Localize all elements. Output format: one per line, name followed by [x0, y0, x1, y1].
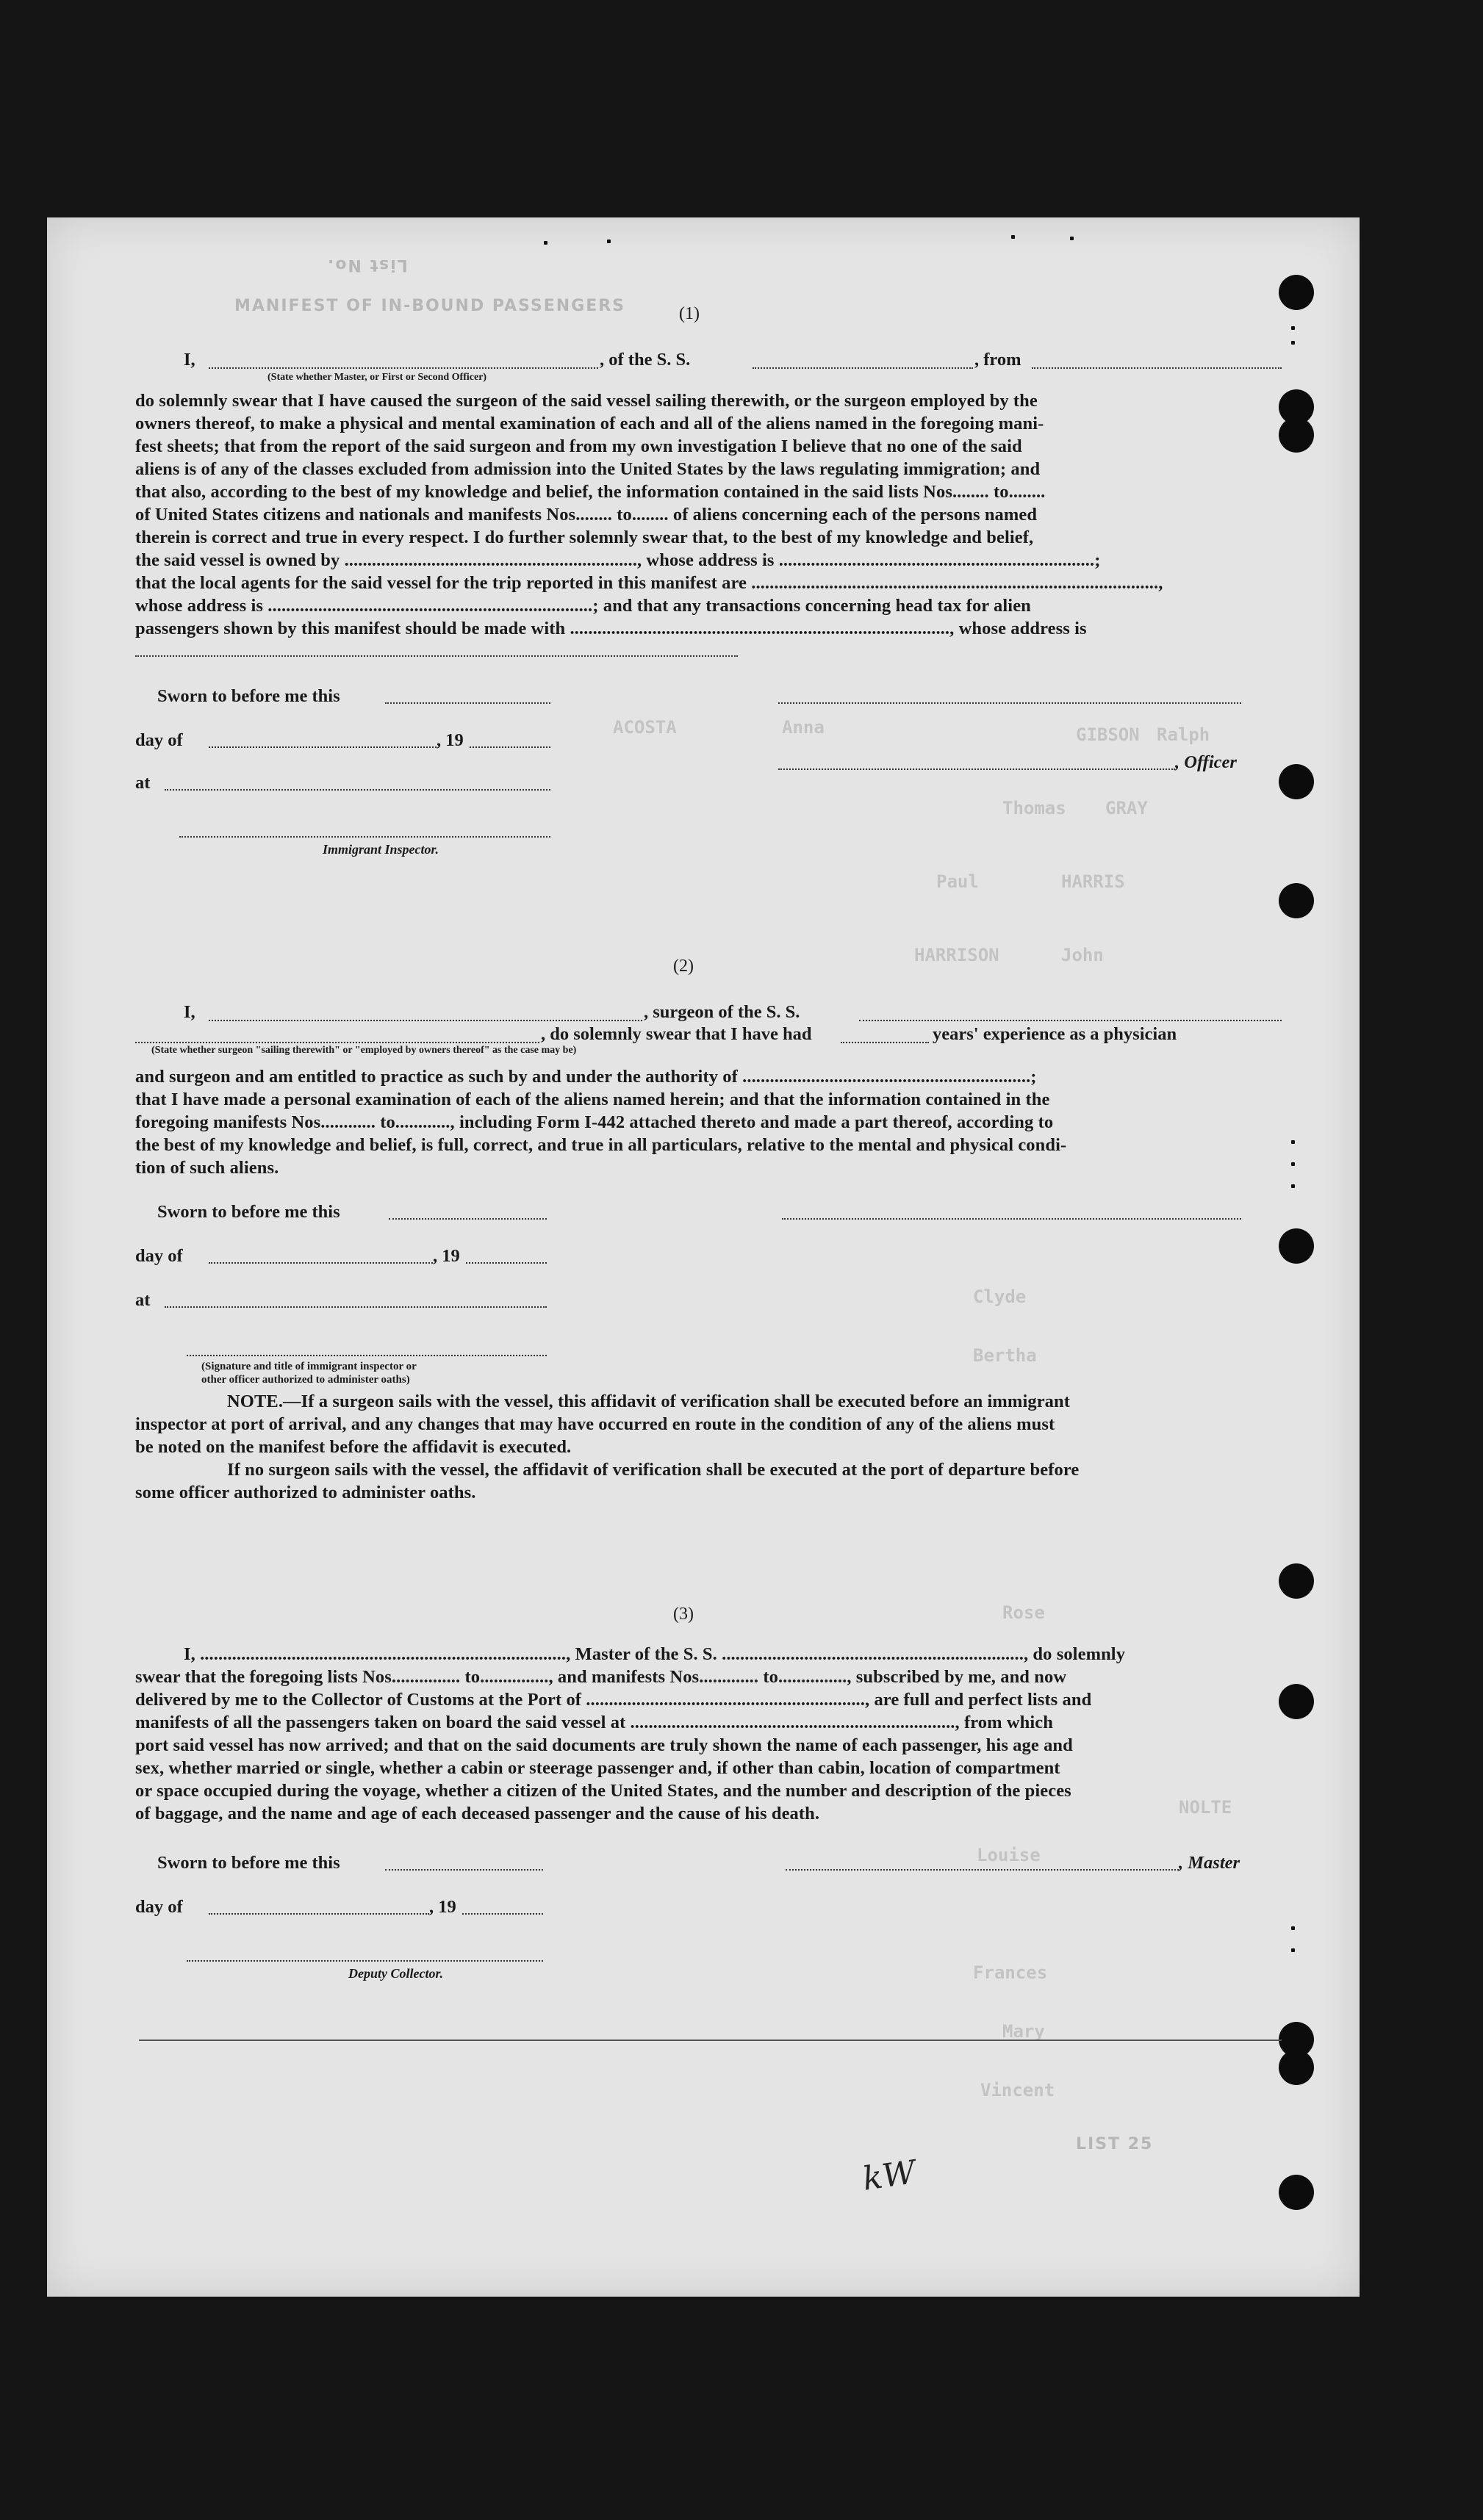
surgeon-of-ss-label: , surgeon of the S. S. [644, 1002, 800, 1022]
bleed-through-name: John [1061, 945, 1104, 965]
section-1-line: the said vessel is owned by ................................................................, whose address is .....................................................................; [135, 550, 1101, 570]
section-3-day-of-label: day of [135, 1897, 183, 1917]
section-3-line: delivered by me to the Collector of Customs at the Port of ............................................................., are full and perfect lists and [135, 1690, 1092, 1710]
section-1-caption: (State whether Master, or First or Second Officer) [267, 372, 487, 383]
section-1-sworn-label: Sworn to before me this [157, 686, 340, 706]
section-3-line: I, ................................................................................, Master of the S. S. .................................................................., do solemnly [184, 1644, 1126, 1664]
note-line: be noted on the manifest before the affidavit is executed. [135, 1437, 572, 1457]
surgeon-signature-line[interactable] [782, 1218, 1241, 1220]
section-1-sworn-blank[interactable] [385, 702, 550, 704]
bleed-through-name: Vincent [980, 2080, 1055, 2100]
bleed-through-name: Ralph [1157, 724, 1210, 745]
margin-mark [1291, 326, 1295, 330]
bleed-through-name: GRAY [1105, 798, 1148, 818]
section-1-line: of United States citizens and nationals and manifests Nos........ to........ of aliens concerning each of the persons named [135, 505, 1038, 525]
section-1-line: aliens is of any of the classes excluded from admission into the United States by the laws regulating immigration; and [135, 459, 1041, 479]
section-1-line: that also, according to the best of my knowledge and belief, the information contained in the said lists Nos........ to........ [135, 482, 1046, 502]
section-3-year-blank[interactable] [462, 1913, 543, 1915]
section-2-vessel-blank[interactable] [859, 1020, 1282, 1021]
from-label: , from [974, 350, 1021, 370]
of-the-ss-label: , of the S. S. [600, 350, 691, 370]
margin-mark [1291, 1184, 1295, 1188]
section-1-number: (1) [679, 304, 700, 323]
punch-hole [1279, 2175, 1314, 2210]
margin-mark [1291, 1948, 1295, 1952]
bleed-through-name: ACOSTA [613, 717, 677, 738]
bleed-through-name: HARRIS [1061, 871, 1125, 892]
section-3-day-blank[interactable] [209, 1913, 429, 1915]
margin-mark [1070, 237, 1074, 240]
section-3-body [135, 1643, 1296, 1825]
section-1-line: owners thereof, to make a physical and mental examination of each and all of the aliens named in the foregoing mani- [135, 414, 1044, 433]
section-3-line: port said vessel has now arrived; and that on the said documents are truly shown the name of each passenger, his age and [135, 1735, 1073, 1755]
section-1-day-of-label: day of [135, 730, 183, 750]
bleed-through-name: HARRISON [914, 945, 999, 965]
immigrant-inspector-label: Immigrant Inspector. [323, 842, 439, 857]
section-1-line: fest sheets; that from the report of the said surgeon and from my own investigation I believe that no one of the said [135, 436, 1022, 456]
margin-mark [544, 241, 547, 245]
section-2-line: foregoing manifests Nos............ to............, including Form I-442 attached thereto and made a part thereof, according to [135, 1112, 1054, 1132]
section-3-line: sex, whether married or single, whether a cabin or steerage passenger and, if other than cabin, location of compartment [135, 1758, 1060, 1778]
bleed-through-footer: LIST 25 [1076, 2135, 1154, 2153]
section-2-at-label: at [135, 1290, 151, 1310]
punch-hole [1279, 1563, 1314, 1599]
bleed-through-name: Bertha [973, 1345, 1037, 1366]
head-tax-address-blank[interactable] [135, 655, 738, 657]
bleed-through-header: MANIFEST OF IN-BOUND PASSENGERS [234, 297, 626, 315]
punch-hole [1279, 764, 1314, 799]
section-3-sworn-blank[interactable] [385, 1869, 543, 1871]
immigrant-inspector-signature-line[interactable] [179, 836, 550, 838]
bleed-through-name: Mary [1002, 2021, 1045, 2042]
section-2-day-blank[interactable] [209, 1262, 433, 1264]
bleed-through-name: Frances [973, 1962, 1048, 1983]
section-2-caption: (State whether surgeon "sailing therewith" or "employed by owners thereof" as the case may be) [151, 1045, 577, 1056]
punch-hole [1279, 275, 1314, 310]
section-1-line: passengers shown by this manifest should be made with ..................................................................................., whose address is [135, 619, 1087, 638]
margin-mark [1291, 341, 1295, 345]
master-signature-line[interactable] [786, 1869, 1179, 1871]
section-2-i-label: I, [184, 1002, 195, 1022]
bleed-through-name: Anna [782, 717, 825, 738]
section-2-day-of-label: day of [135, 1246, 183, 1266]
punch-hole [1279, 1228, 1314, 1264]
bleed-through-name: Clyde [973, 1286, 1027, 1307]
section-1-at-label: at [135, 773, 151, 793]
punch-hole [1279, 2050, 1314, 2085]
note-line: If no surgeon sails with the vessel, the affidavit of verification shall be executed at the port of departure before [227, 1460, 1080, 1480]
affidavit-page [47, 217, 1360, 2297]
section-1-line: whose address is .......................................................................; and that any transactions concerning head tax for alien [135, 596, 1031, 616]
margin-mark [1011, 235, 1015, 239]
section-2-year-blank[interactable] [466, 1262, 547, 1264]
section-2-sig-caption-1: (Signature and title of immigrant inspector or [201, 1361, 417, 1372]
section-1-line: that the local agents for the said vessel for the trip reported in this manifest are ........................................................................................., [135, 573, 1163, 593]
years-experience-blank[interactable] [841, 1042, 929, 1043]
years-experience-prefix: , do solemnly swear that I have had [541, 1024, 812, 1044]
vessel-name-blank[interactable] [753, 367, 973, 369]
section-1-year-label: , 19 [437, 730, 464, 750]
bottom-rule [139, 2040, 1282, 2041]
section-2-sig-caption-2: other officer authorized to administer oaths) [201, 1374, 410, 1386]
note-line: NOTE.—If a surgeon sails with the vessel, this affidavit of verification shall be executed before an immigrant [227, 1392, 1071, 1411]
section-1-at-blank[interactable] [165, 789, 550, 791]
section-3-line: or space occupied during the voyage, whether a citizen of the United States, and the number and description of the pieces [135, 1781, 1071, 1801]
surgeon-status-blank[interactable] [135, 1042, 539, 1043]
handwritten-signature: kW [860, 2153, 919, 2198]
section-1-line: therein is correct and true in every respect. I do further solemnly swear that, to the best of my knowledge and belief, [135, 528, 1034, 547]
bleed-through-name: NOLTE [1179, 1797, 1232, 1818]
section-2-at-blank[interactable] [165, 1306, 547, 1308]
section-2-sworn-label: Sworn to before me this [157, 1202, 340, 1222]
section-1-year-blank[interactable] [470, 746, 550, 748]
master-label: , Master [1179, 1853, 1240, 1873]
bleed-through-name: GIBSON [1076, 724, 1140, 745]
section-3-line: swear that the foregoing lists Nos............... to..............., and manifests Nos............. to..............., subscribed by me, and now [135, 1667, 1067, 1687]
deputy-collector-label: Deputy Collector. [348, 1966, 443, 1981]
margin-mark [1291, 1926, 1295, 1930]
from-port-blank[interactable] [1032, 367, 1282, 369]
section-3-number: (3) [673, 1605, 694, 1624]
section-3-line: of baggage, and the name and age of each deceased passenger and the cause of his death. [135, 1804, 820, 1824]
margin-mark [607, 240, 611, 243]
bleed-through-name: Louise [977, 1845, 1041, 1865]
section-1-i-label: I, [184, 350, 195, 370]
section-2-line: tion of such aliens. [135, 1158, 279, 1178]
section-1-officer-signature-line[interactable] [778, 702, 1241, 704]
years-experience-suffix: years' experience as a physician [933, 1024, 1177, 1044]
section-3-line: manifests of all the passengers taken on board the said vessel at ......................................................................., from which [135, 1713, 1053, 1732]
section-2-line: the best of my knowledge and belief, is full, correct, and true in all particulars, relative to the mental and physical condi- [135, 1135, 1067, 1155]
note-line: some officer authorized to administer oaths. [135, 1483, 476, 1502]
section-1-officer-title-line[interactable] [778, 768, 1175, 770]
section-2-body [135, 1065, 1296, 1179]
bleed-through-name: Paul [936, 871, 979, 892]
note-line: inspector at port of arrival, and any changes that may have occurred en route in the condition of any of the aliens must [135, 1414, 1055, 1434]
section-2-inspector-signature-line[interactable] [187, 1355, 547, 1356]
bleed-through-name: Thomas [1002, 798, 1066, 818]
deputy-collector-signature-line[interactable] [187, 1960, 543, 1962]
section-2-note [135, 1390, 1296, 1504]
section-2-line: and surgeon and am entitled to practice as such by and under the authority of ...............................................................; [135, 1067, 1037, 1087]
bleed-through-name: Rose [1002, 1602, 1045, 1623]
section-2-line: that I have made a personal examination of each of the aliens named herein; and that the information contained in the [135, 1090, 1050, 1109]
section-2-number: (2) [673, 957, 694, 976]
section-3-sworn-label: Sworn to before me this [157, 1853, 340, 1873]
bleed-through-list-no: List No. [326, 256, 408, 274]
punch-hole [1279, 883, 1314, 918]
section-1-line: do solemnly swear that I have caused the surgeon of the said vessel sailing therewith, or the surgeon employed by the [135, 391, 1038, 411]
section-1-body [135, 389, 1296, 640]
section-2-year-label: , 19 [433, 1246, 460, 1266]
officer-label: , Officer [1175, 752, 1237, 772]
surgeon-name-blank[interactable] [209, 1020, 642, 1021]
section-2-sworn-blank[interactable] [389, 1218, 547, 1220]
section-3-year-label: , 19 [429, 1897, 456, 1917]
section-1-day-blank[interactable] [209, 746, 437, 748]
officer-name-blank[interactable] [209, 367, 598, 369]
